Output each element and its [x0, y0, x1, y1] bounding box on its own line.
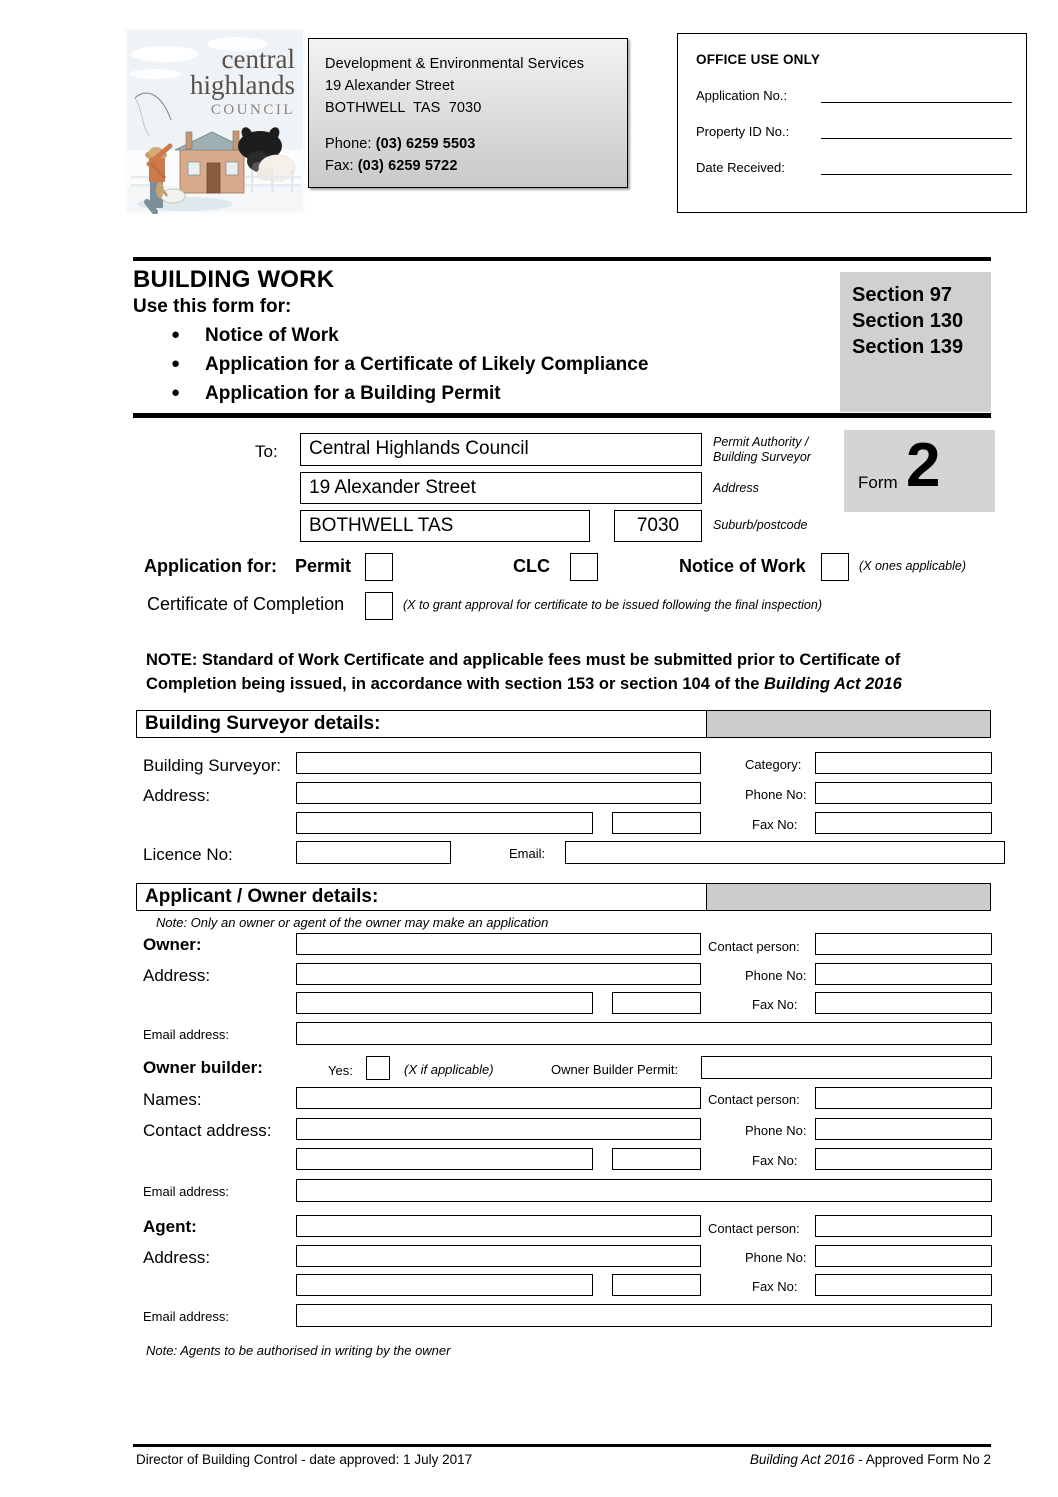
section-title-applicant-owner: Applicant / Owner details:: [137, 884, 707, 910]
council-logo: [125, 28, 305, 214]
permit-authority-field[interactable]: Central Highlands Council: [300, 433, 702, 466]
list-item: ● Application for a Certificate of Likely Compliance: [133, 350, 833, 379]
owner-builder-address-line2-input[interactable]: [296, 1148, 593, 1170]
owner-postcode-input[interactable]: [612, 992, 701, 1014]
fax-line: [325, 155, 627, 177]
footer-right-text: [750, 1452, 991, 1467]
agent-authorisation-note: Note: Agents to be authorised in writing by the owner: [146, 1343, 451, 1358]
section-header-applicant-owner: [136, 883, 991, 911]
section-header-gray-fill: [707, 884, 990, 910]
surveyor-phone-label: Phone No:: [745, 787, 807, 802]
owner-builder-checkbox[interactable]: [366, 1056, 390, 1080]
surveyor-email-label: Email:: [509, 846, 546, 861]
agent-phone-input[interactable]: [815, 1245, 992, 1267]
owner-builder-names-label: Names:: [143, 1090, 202, 1109]
footer-left-text: Director of Building Control - date approved: 1 July 2017: [136, 1452, 473, 1467]
notice-of-work-checkbox[interactable]: [821, 553, 849, 581]
licence-no-input[interactable]: [296, 841, 451, 864]
application-no-field[interactable]: [821, 89, 1012, 103]
licence-no-label: Licence No:: [143, 845, 233, 864]
owner-address-line1-input[interactable]: [296, 963, 701, 985]
owner-builder-email-input[interactable]: [296, 1179, 992, 1202]
phone-label: Phone:: [325, 136, 372, 152]
owner-agent-note: Note: Only an owner or agent of the owner may make an application: [156, 915, 549, 930]
form-label: Form: [858, 473, 898, 492]
application-for-label: Application for:: [144, 556, 277, 576]
owner-phone-input[interactable]: [815, 963, 992, 985]
authority-address-field[interactable]: 19 Alexander Street: [300, 472, 702, 504]
section-reference: Section 97: [852, 284, 953, 306]
agent-email-input[interactable]: [296, 1304, 992, 1327]
section-header-gray-fill: [707, 711, 990, 737]
form-uses-list: [133, 321, 833, 408]
office-row-application-no: [696, 88, 1026, 103]
certificate-of-completion-label: Certificate of Completion: [147, 594, 345, 614]
notice-of-work-option-label: Notice of Work: [679, 556, 806, 576]
clc-option-label: CLC: [513, 556, 550, 576]
agent-label: Agent:: [143, 1217, 197, 1236]
list-item: ● Notice of Work: [133, 321, 833, 350]
page-header: [0, 0, 1058, 240]
building-surveyor-input[interactable]: [296, 752, 701, 774]
property-id-field[interactable]: [821, 125, 1012, 139]
building-act-reference: Building Act 2016: [763, 675, 902, 693]
caption-suburb-postcode: Suburb/postcode: [713, 518, 808, 532]
office-use-only-box: [677, 33, 1027, 213]
agent-address-line2-input[interactable]: [296, 1274, 593, 1296]
owner-builder-permit-input[interactable]: [701, 1056, 992, 1079]
office-row-date-received: [696, 160, 1026, 175]
clc-checkbox[interactable]: [570, 553, 598, 581]
section-reference: Section 130: [852, 310, 964, 332]
date-received-field[interactable]: [821, 161, 1012, 175]
fax-value: (03) 6259 5722: [357, 158, 458, 174]
agent-address-line1-input[interactable]: [296, 1245, 701, 1267]
rule-mid: [133, 413, 991, 418]
footer-act-italic: Building Act 2016: [749, 1452, 855, 1467]
council-logo-artwork: [125, 28, 305, 214]
agent-fax-input[interactable]: [815, 1274, 992, 1296]
owner-builder-x-note: (X if applicable): [404, 1062, 494, 1077]
surveyor-fax-input[interactable]: [815, 812, 992, 834]
section-reference: Section 139: [852, 336, 964, 358]
surveyor-address-line1-input[interactable]: [296, 782, 701, 804]
surveyor-postcode-input[interactable]: [612, 812, 701, 834]
certificate-of-completion-note: (X to grant approval for certificate to be issued following the final inspection): [403, 598, 822, 612]
fax-label: Fax:: [325, 158, 354, 174]
owner-label: Owner:: [143, 935, 202, 954]
surveyor-phone-input[interactable]: [815, 782, 992, 804]
owner-builder-yes-label: Yes:: [328, 1063, 353, 1078]
note-text: NOTE: Standard of Work Certificate and applicable fees must be submitted prior to Certificate of Completion being issued, in accordance with section 153 or section 104 of the: [146, 651, 901, 693]
footer-rule: [133, 1444, 991, 1447]
owner-builder-address-line1-input[interactable]: [296, 1118, 701, 1140]
owner-builder-phone-input[interactable]: [815, 1118, 992, 1140]
authority-suburb-field[interactable]: BOTHWELL TAS: [300, 510, 590, 542]
owner-builder-label: Owner builder:: [143, 1058, 263, 1077]
svg-text:COUNCIL: COUNCIL: [210, 102, 295, 118]
standard-of-work-note: [146, 648, 991, 696]
application-no-label: Application No.:: [696, 88, 788, 103]
section-header-building-surveyor: [136, 710, 991, 738]
building-surveyor-label: Building Surveyor:: [143, 756, 281, 775]
svg-text:central: central: [221, 44, 295, 74]
authority-postcode-field[interactable]: 7030: [614, 510, 702, 542]
owner-builder-fax-input[interactable]: [815, 1148, 992, 1170]
owner-builder-contact-person-input[interactable]: [815, 1087, 992, 1109]
owner-address-line2-input[interactable]: [296, 992, 593, 1014]
owner-builder-names-input[interactable]: [296, 1087, 701, 1109]
owner-contact-person-label: Contact person:: [708, 939, 800, 954]
owner-fax-input[interactable]: [815, 992, 992, 1014]
list-item: ● Application for a Building Permit: [133, 379, 833, 408]
form-number-box: [844, 430, 995, 512]
date-received-label: Date Received:: [696, 160, 785, 175]
council-address-box: [308, 38, 628, 188]
owner-address-label: Address:: [143, 966, 211, 985]
page-title: BUILDING WORK: [133, 266, 335, 293]
section-title-building-surveyor: Building Surveyor details:: [137, 711, 707, 737]
permit-option-label: Permit: [295, 556, 352, 576]
owner-builder-phone-label: Phone No:: [745, 1123, 807, 1138]
owner-builder-contact-address-label: Contact address:: [143, 1121, 272, 1140]
phone-value: (03) 6259 5503: [375, 136, 476, 152]
svg-text:highlands: highlands: [190, 70, 295, 100]
category-label: Category:: [745, 757, 802, 772]
title-block: [133, 266, 991, 412]
owner-email-input[interactable]: [296, 1022, 992, 1045]
owner-builder-email-label: Email address:: [143, 1184, 229, 1199]
caption-permit-authority: Permit Authority / Building Surveyor: [713, 435, 811, 464]
certificate-of-completion-checkbox[interactable]: [365, 592, 393, 620]
owner-fax-label: Fax No:: [752, 997, 798, 1012]
sections-reference-box: [840, 272, 991, 412]
owner-builder-permit-label: Owner Builder Permit:: [551, 1062, 679, 1077]
footer-form-no: - Approved Form No 2: [854, 1452, 991, 1467]
form-number: 2: [906, 431, 941, 500]
surveyor-email-input[interactable]: [565, 841, 1005, 864]
x-applicable-note: (X ones applicable): [859, 559, 967, 573]
phone-line: [325, 133, 627, 155]
title-text-group: [133, 266, 833, 408]
address-line-3: BOTHWELL TAS 7030: [325, 100, 482, 116]
owner-phone-label: Phone No:: [745, 968, 807, 983]
surveyor-fax-label: Fax No:: [752, 817, 798, 832]
caption-address: Address: [713, 481, 759, 495]
address-spacer: [325, 119, 627, 133]
rule-top: [133, 257, 991, 261]
address-line-1: Development & Environmental Services: [325, 56, 585, 72]
address-line-2: 19 Alexander Street: [325, 78, 455, 94]
owner-builder-contact-person-label: Contact person:: [708, 1092, 800, 1107]
agent-contact-person-input[interactable]: [815, 1215, 992, 1237]
surveyor-address-label: Address:: [143, 786, 211, 805]
office-row-property-id: [696, 124, 1026, 139]
property-id-label: Property ID No.:: [696, 124, 790, 139]
owner-email-label: Email address:: [143, 1027, 229, 1042]
page-subtitle: Use this form for:: [133, 296, 292, 317]
surveyor-address-line2-input[interactable]: [296, 812, 593, 834]
agent-phone-label: Phone No:: [745, 1250, 807, 1265]
agent-contact-person-label: Contact person:: [708, 1221, 800, 1236]
agent-postcode-input[interactable]: [612, 1274, 701, 1296]
agent-address-label: Address:: [143, 1248, 211, 1267]
owner-builder-postcode-input[interactable]: [612, 1148, 701, 1170]
to-label: To:: [255, 442, 278, 461]
agent-fax-label: Fax No:: [752, 1279, 798, 1294]
category-input[interactable]: [815, 752, 992, 774]
agent-email-label: Email address:: [143, 1309, 229, 1324]
office-use-title: OFFICE USE ONLY: [696, 52, 821, 67]
addressee-block: [133, 428, 991, 538]
owner-contact-person-input[interactable]: [815, 933, 992, 955]
agent-name-input[interactable]: [296, 1215, 701, 1237]
owner-name-input[interactable]: [296, 933, 701, 955]
owner-builder-fax-label: Fax No:: [752, 1153, 798, 1168]
application-for-block: [133, 548, 991, 626]
permit-checkbox[interactable]: [365, 553, 393, 581]
